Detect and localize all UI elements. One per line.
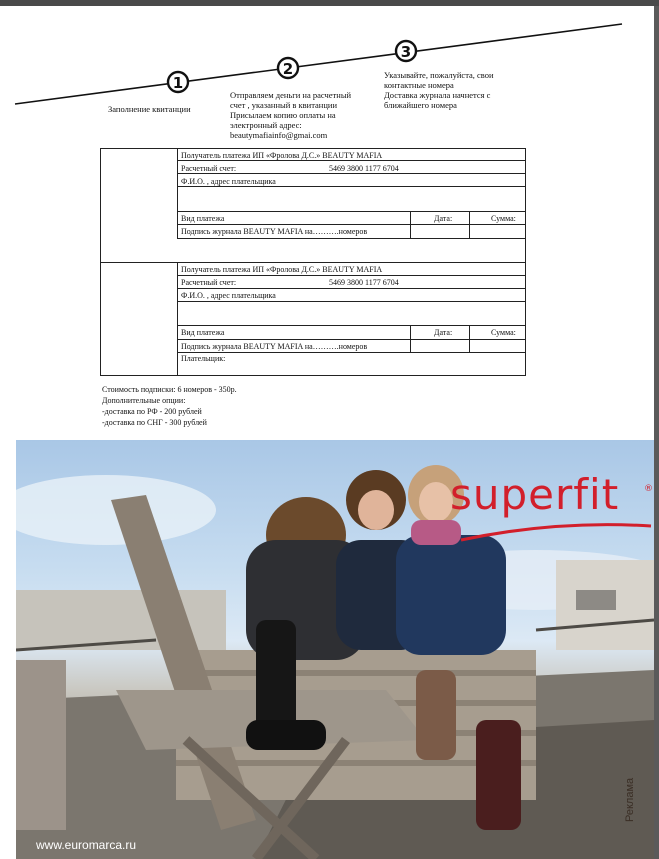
account-label: Расчетный счет: [181,164,237,173]
delivery-cis: -доставка по СНГ - 300 рублей [102,418,207,427]
payer-label: Плательщик: [181,354,226,363]
form-cell-divider [410,211,411,239]
form-cell-divider [410,325,411,353]
step-2-line: Отправляем деньги на расчетный [230,90,352,100]
form-column-divider [177,262,178,376]
form-cell-divider [469,211,470,239]
delivery-russia: -доставка по РФ - 200 рублей [102,407,202,416]
form-row-line [177,339,526,340]
subscription-price: Стоимость подписки: 6 номеров - 350р. [102,385,237,394]
ad-label: Реклама [624,777,636,822]
step-2-email: beautymafiainfo@gmai.com [230,130,328,140]
step-2-line: Присылаем копию оплаты на [230,110,336,120]
sum-label: Сумма: [491,328,516,337]
form-section-divider [101,262,525,263]
payer-name-label: Ф.И.О. , адрес плательщика [181,177,276,186]
form-row-line [177,352,526,353]
date-label: Дата: [434,214,453,223]
step-1-number: 1 [172,74,184,92]
superfit-logo: superfit [450,470,620,519]
recipient-text: Получатель платежа ИП «Фролова Д.С.» BEAUTY MAFIA [181,151,383,160]
logo-swoosh [456,518,654,548]
form-row-line [177,224,526,225]
step-3-line: ближайшего номера [384,100,457,110]
form-column-divider [177,149,178,239]
step-2-line: электронный адрес: [230,120,302,130]
form-cell-divider [469,325,470,353]
step-3-number: 3 [400,43,412,61]
date-label: Дата: [434,328,453,337]
subscription-line: Подпись журнала BEAUTY MAFIA на……….номеров [181,227,368,236]
account-label: Расчетный счет: [181,278,237,287]
form-row-line [177,325,526,326]
additional-options-label: Дополнительные опции: [102,396,186,405]
payer-name-label: Ф.И.О. , адрес плательщика [181,291,276,300]
payment-receipt-form [100,148,526,376]
form-row-line [177,238,526,239]
step-3-text [384,70,494,110]
step-2-line: счет , указанный в квитанции [230,100,337,110]
advertiser-url: www.euromarca.ru [36,838,137,852]
account-number: 5469 3800 1177 6704 [329,164,399,173]
recipient-text: Получатель платежа ИП «Фролова Д.С.» BEAUTY MAFIA [181,265,383,274]
form-row-line [177,211,526,212]
form-row-line [177,275,526,276]
form-row-line [177,301,526,302]
step-2-text [230,90,351,140]
account-number: 5469 3800 1177 6704 [329,278,399,287]
step-3-line: Доставка журнала начнется с [384,90,491,100]
registered-mark: ® [644,484,653,494]
advertisement-photo [16,440,654,859]
payment-type-label: Вид платежа [181,214,225,223]
step-1-text [108,104,191,114]
sum-label: Сумма: [491,214,516,223]
step-2-number: 2 [282,60,294,78]
payment-type-label: Вид платежа [181,328,225,337]
step-1-line: Заполнение квитанции [108,104,191,114]
form-row-line [177,288,526,289]
step-3-line: Указывайте, пожалуйста, свои [384,70,494,80]
subscription-line: Подпись журнала BEAUTY MAFIA на……….номеров [181,342,368,351]
step-3-line: контактные номера [384,80,454,90]
